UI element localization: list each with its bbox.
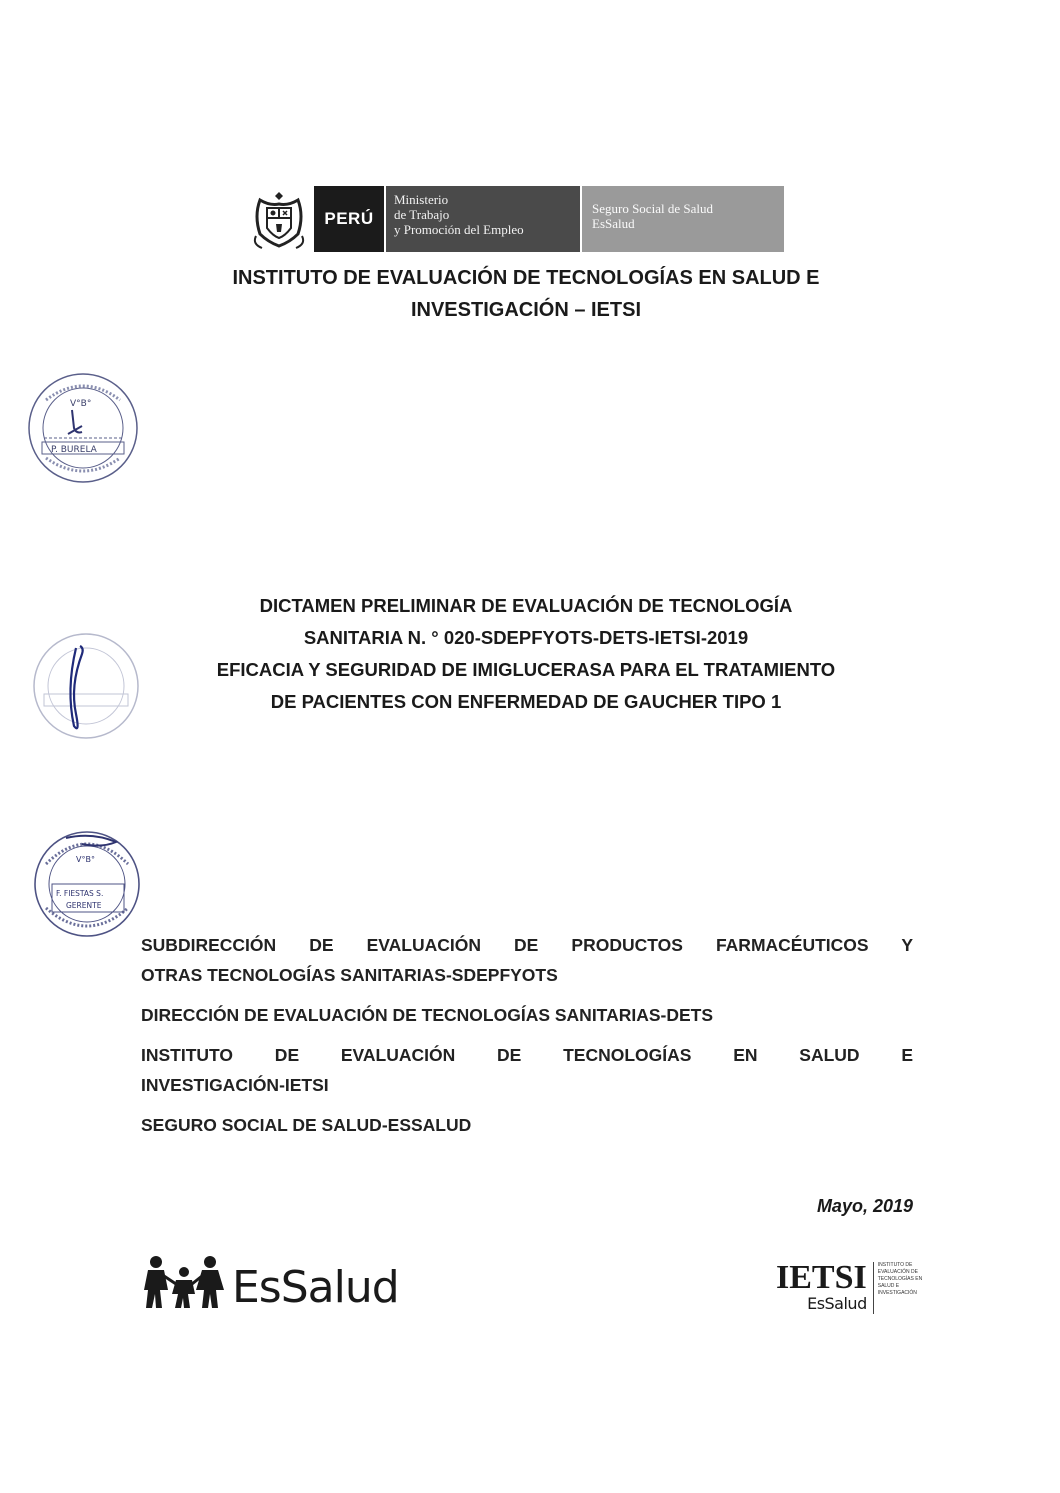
ministerio-label (386, 186, 580, 252)
peru-crest-icon (250, 186, 308, 252)
stamp-name: F. FIESTAS S. (56, 889, 104, 898)
essalud-logo (140, 1254, 399, 1313)
signature-stamp-icon (24, 370, 142, 486)
stamp-name: P. BURELA (51, 445, 97, 455)
ietsi-small-line: SALUD E (877, 1283, 900, 1289)
document-date: Mayo, 2019 (816, 1196, 913, 1216)
org-line: INVESTIGACIÓN-IETSI (141, 1075, 329, 1095)
government-header-logo (250, 186, 784, 252)
ietsi-logo-text: IETSI (776, 1259, 867, 1296)
org-dets: DIRECCIÓN DE EVALUACIÓN DE TECNOLOGÍAS SANITARIAS-DETS (141, 1005, 714, 1025)
organization-list (141, 930, 913, 1150)
org-line: SUBDIRECCIÓN DE EVALUACIÓN DE PRODUCTOS FARMACÉUTICOS Y (141, 935, 913, 955)
org-line: OTRAS TECNOLOGÍAS SANITARIAS-SDEPFYOTS (141, 965, 558, 985)
essalud-logo-text: EsSalud (232, 1262, 399, 1313)
approval-stamp (32, 828, 142, 940)
ietsi-small-line: EVALUACIÓN DE (877, 1269, 918, 1275)
stamp-vb: V°B° (76, 855, 95, 864)
ietsi-small-line: INSTITUTO DE (877, 1262, 913, 1268)
approval-stamp (24, 370, 142, 486)
dictamen-title (110, 590, 942, 718)
title-line: INVESTIGACIÓN – IETSI (410, 299, 642, 321)
peru-label: PERÚ (314, 186, 386, 252)
essalud-line: EsSalud (592, 216, 635, 231)
dictamen-line: SANITARIA N. ° 020-SDEPFYOTS-DETS-IETSI-2019 (303, 627, 749, 648)
essalud-family-icon (140, 1254, 228, 1310)
stamp-role: GERENTE (66, 901, 102, 910)
ministerio-line: de Trabajo (394, 207, 450, 222)
org-ietsi (141, 1040, 913, 1100)
ietsi-small-line: TECNOLOGÍAS EN (877, 1276, 923, 1282)
ministerio-line: Ministerio (394, 192, 449, 207)
ietsi-logo-small-text (873, 1262, 924, 1314)
dictamen-line: DICTAMEN PRELIMINAR DE EVALUACIÓN DE TECNOLOGÍA (259, 595, 793, 616)
ministerio-line: y Promoción del Empleo (394, 222, 524, 237)
org-sdepfyots (141, 930, 913, 990)
ietsi-logo (776, 1259, 924, 1314)
essalud-label (580, 186, 784, 252)
title-line: INSTITUTO DE EVALUACIÓN DE TECNOLOGÍAS EN SALUD E (232, 267, 820, 289)
ietsi-logo-sub: EsSalud (807, 1294, 867, 1313)
org-essalud: SEGURO SOCIAL DE SALUD-ESSALUD (141, 1115, 472, 1135)
org-line: INSTITUTO DE EVALUACIÓN DE TECNOLOGÍAS EN SALUD E (141, 1045, 913, 1065)
institute-title (120, 262, 932, 326)
dictamen-line: DE PACIENTES CON ENFERMEDAD DE GAUCHER TIPO 1 (270, 691, 782, 712)
dictamen-line: EFICACIA Y SEGURIDAD DE IMIGLUCERASA PARA EL TRATAMIENTO (216, 659, 836, 680)
stamp-vb: V°B° (70, 399, 92, 409)
essalud-line: Seguro Social de Salud (592, 201, 713, 216)
signature-stamp-icon (32, 828, 142, 940)
ietsi-small-line: INVESTIGACIÓN (877, 1290, 917, 1296)
